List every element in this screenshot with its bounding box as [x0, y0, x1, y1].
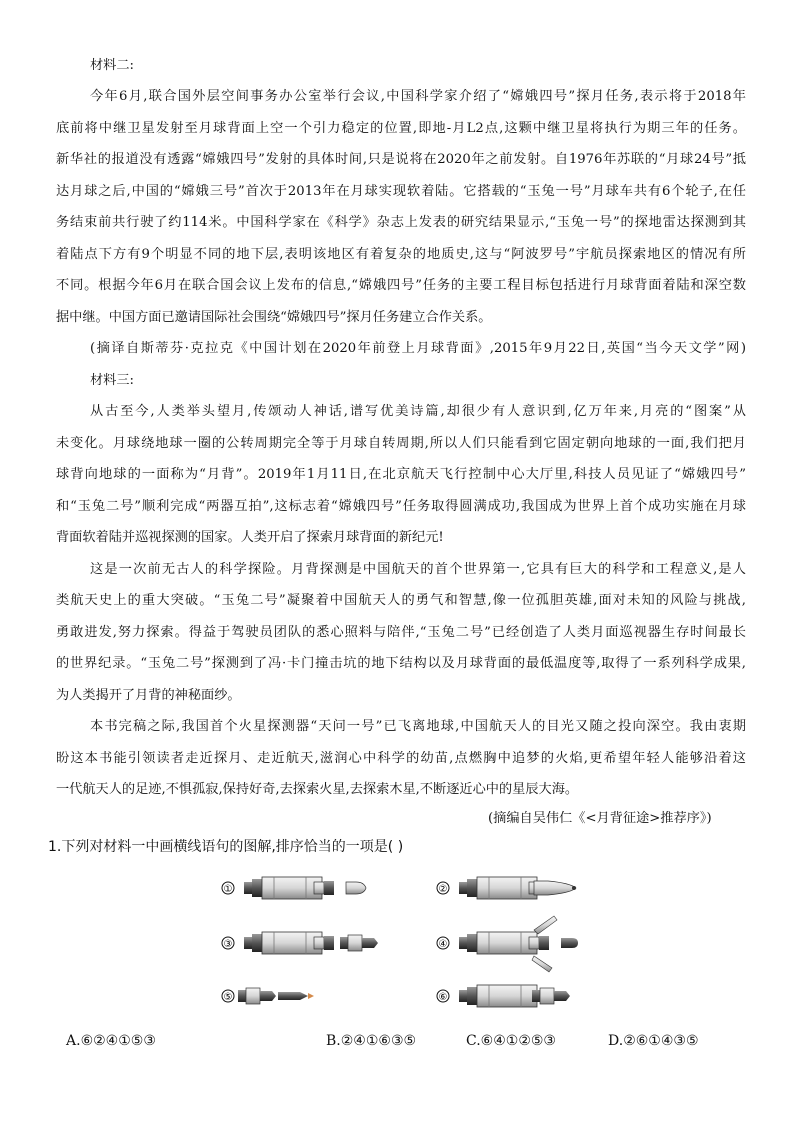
material3-line: 背面软着陆并巡视探测的国家。人类开启了探索月球背面的新纪元!: [56, 530, 444, 545]
material2-line: 达月球之后,中国的“嫦娥三号”首次于2013年在月球实现软着陆。它搭载的“玉兔一号”月球车共有6个轮子,在任: [56, 184, 746, 199]
option-a-sequence: ⑥②④①⑤③: [80, 1033, 156, 1049]
figure-label-3: ③: [223, 939, 233, 950]
option-b-letter: B.: [326, 1033, 341, 1049]
figure-label-1: ①: [223, 884, 233, 895]
option-d[interactable]: [608, 1033, 699, 1049]
option-c[interactable]: [466, 1033, 556, 1049]
material2-line: 底前将中继卫星发射至月球背面上空一个引力稳定的位置,即地-月L2点,这颗中继卫星将执行为期三年的任务。: [56, 121, 746, 136]
material2-line: 新华社的报道没有透露“嫦娥四号”发射的具体时间,只是说将在2020年之前发射。自1976年苏联的“月球24号”抵: [56, 152, 746, 167]
material3-source: (摘编自吴伟仁《<月背征途>推荐序》): [488, 811, 712, 826]
figure-item-2: [437, 877, 576, 899]
rocket-stages-figure: [216, 868, 586, 1014]
figure-label-4: ④: [438, 939, 448, 950]
material3-line: 本书完稿之际,我国首个火星探测器“天问一号”已飞离地球,中国航天人的目光又随之投向深空。我由衷期: [90, 719, 746, 734]
figure-label-5: ⑤: [223, 992, 233, 1003]
material3-heading: 材料三:: [90, 373, 135, 388]
figure-item-6: [437, 985, 570, 1007]
question-text: 1.下列对材料一中画横线语句的图解,排序恰当的一项是( ): [48, 839, 404, 855]
material3-line: 这是一次前无古人的科学探险。月背探测是中国航天的首个世界第一,它具有巨大的科学和工程意义,是人: [90, 562, 746, 577]
option-d-letter: D.: [608, 1033, 624, 1049]
material2-line: 不同。根据今年6月在联合国会议上发布的信息,“嫦娥四号”任务的主要工程目标包括进行月球背面着陆和深空数: [56, 278, 746, 293]
material3-line: 勇敢进发,努力探索。得益于驾驶员团队的悉心照料与陪伴,“玉兔二号”已经创造了人类月面巡视器生存时间最长: [56, 625, 746, 640]
material2-line: 今年6月,联合国外层空间事务办公室举行会议,中国科学家介绍了“嫦娥四号”探月任务,表示将于2018年: [90, 89, 746, 104]
material2-source: (摘译自斯蒂芬·克拉克《中国计划在2020年前登上月球背面》,2015年9月22日,英国“当今天文学”网): [90, 341, 746, 356]
material3-line: 球背向地球的一面称为“月背”。2019年1月11日,在北京航天飞行控制中心大厅里,科技人员见证了“嫦娥四号”: [56, 467, 746, 482]
option-d-sequence: ②⑥①④③⑤: [623, 1033, 699, 1049]
material3-line: 未变化。月球绕地球一圈的公转周期完全等于月球自转周期,所以人们只能看到它固定朝向地球的一面,我们把月: [56, 436, 746, 451]
figure-item-5: [222, 988, 314, 1004]
figure-item-4: [437, 916, 578, 972]
figure-label-2: ②: [438, 884, 448, 895]
option-a[interactable]: [66, 1033, 156, 1049]
figure-item-1: [222, 877, 366, 899]
material3-line: 的世界纪录。“玉兔二号”探测到了冯·卡门撞击坑的地下结构以及月球背面的最低温度等,取得了一系列科学成果,: [56, 656, 746, 671]
option-c-letter: C.: [466, 1033, 481, 1049]
material2-line: 务结束前共行驶了约114米。中国科学家在《科学》杂志上发表的研究结果显示,“玉兔一号”的探地雷达探测到其: [56, 215, 746, 230]
material3-line: 类航天史上的重大突破。“玉兔二号”凝聚着中国航天人的勇气和智慧,像一位孤胆英雄,面对未知的风险与挑战,: [56, 593, 746, 608]
option-b-sequence: ②④①⑥③⑤: [340, 1033, 417, 1049]
option-c-sequence: ⑥④①②⑤③: [480, 1033, 556, 1049]
material3-line: 从古至今,人类举头望月,传颂动人神话,谱写优美诗篇,却很少有人意识到,亿万年来,月亮的“图案”从: [90, 404, 746, 419]
material3-line: 为人类揭开了月背的神秘面纱。: [56, 688, 241, 703]
material3-line: 和“玉兔二号”顺利完成“两器互拍”,这标志着“嫦娥四号”任务取得圆满成功,我国成为世界上首个成功实施在月球: [56, 499, 746, 514]
option-b[interactable]: [326, 1033, 416, 1049]
material2-line: 据中继。中国方面已邀请国际社会围绕“嫦娥四号”探月任务建立合作关系。: [56, 310, 492, 325]
material3-line: 一代航天人的足迹,不惧孤寂,保持好奇,去探索火星,去探索木星,不断逐近心中的星辰大海。: [56, 782, 579, 797]
material2-heading: 材料二:: [90, 58, 135, 73]
material2-line: 着陆点下方有9个明显不同的地下层,表明该地区有着复杂的地质史,这与“阿波罗号”宇航员探索地区的情况有所: [56, 247, 746, 262]
material3-line: 盼这本书能引领读者走近探月、走近航天,滋润心中科学的幼苗,点燃胸中追梦的火焰,更希望年轻人能够沿着这: [56, 751, 746, 766]
figure-label-6: ⑥: [438, 992, 448, 1003]
figure-item-3: [222, 932, 378, 954]
option-a-letter: A.: [66, 1033, 81, 1049]
